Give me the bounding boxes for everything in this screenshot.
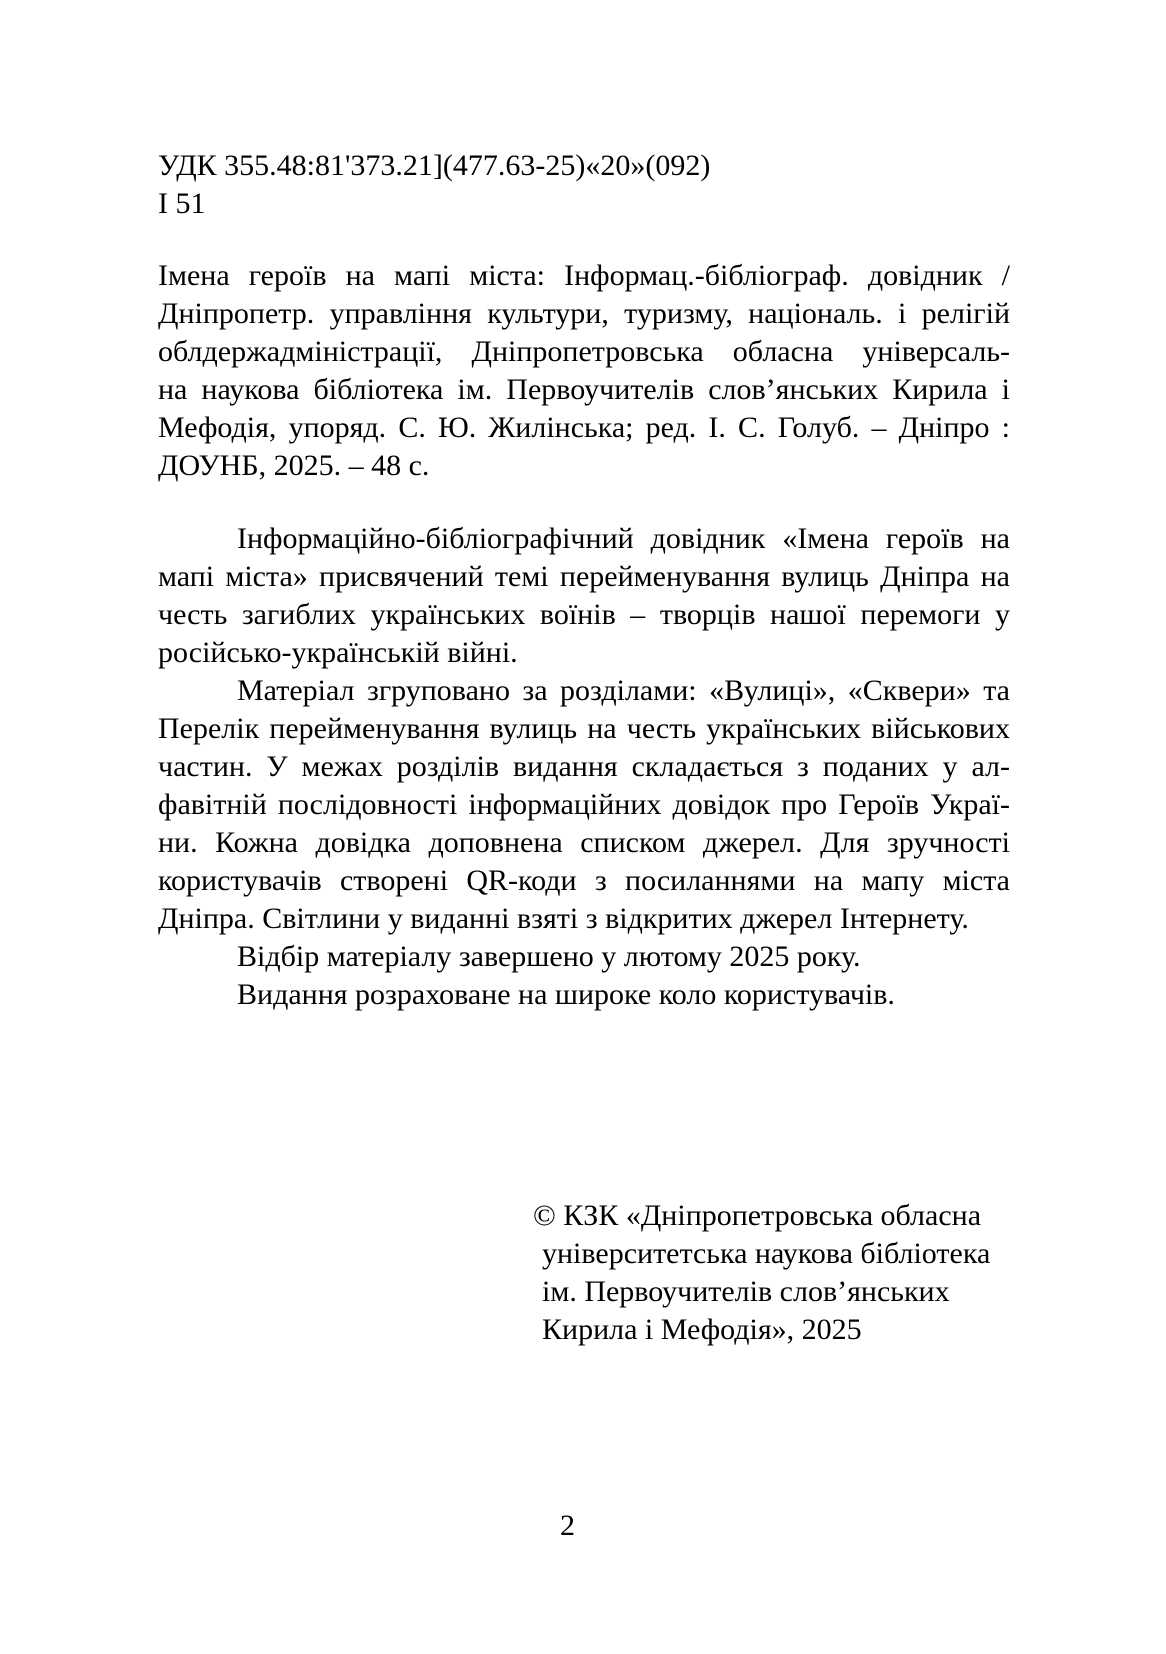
- copyright-line: © КЗК «Дніпропетровська обласна: [533, 1199, 982, 1232]
- udk-code: УДК 355.48:81'373.21](477.63-25)«20»(092): [158, 149, 711, 182]
- citation-line: Імена героїв на мапі міста: Інформац.-бібліограф. довідник /: [158, 259, 1010, 292]
- abstract-line: Дніпра. Світлини у виданні взяті з відкритих джерел Інтернету.: [158, 902, 969, 935]
- citation-line: на наукова бібліотека ім. Первоучителів слов’янських Кирила і: [158, 373, 1010, 406]
- citation-line: ДОУНБ, 2025. – 48 с.: [158, 449, 430, 482]
- abstract-line: Інформаційно-бібліографічний довідник «Імена героїв на: [237, 522, 1010, 555]
- abstract-line: російсько-українській війні.: [158, 636, 518, 669]
- abstract-line: Матеріал згруповано за розділами: «Вулиці», «Сквери» та: [237, 674, 1010, 707]
- copyright-line: Кирила і Мефодія», 2025: [542, 1313, 862, 1346]
- abstract-line: частин. У межах розділів видання складається з поданих у ал-: [158, 750, 1010, 783]
- udk-index: І 51: [158, 187, 206, 220]
- citation-line: облдержадміністрації, Дніпропетровська обласна універсаль-: [158, 335, 1010, 368]
- page-number: 2: [560, 1509, 575, 1542]
- copyright-line: ім. Первоучителів слов’янських: [542, 1275, 950, 1308]
- abstract-line: користувачів створені QR-коди з посиланнями на мапу міста: [158, 864, 1010, 897]
- citation-line: Дніпропетр. управління культури, туризму, національ. і релігій: [158, 297, 1010, 330]
- abstract-line: Відбір матеріалу завершено у лютому 2025 року.: [237, 940, 861, 973]
- citation-line: Мефодія, упоряд. С. Ю. Жилінська; ред. І. С. Голуб. – Дніпро :: [158, 411, 1010, 444]
- abstract-line: Перелік перейменування вулиць на честь українських військових: [158, 712, 1010, 745]
- abstract-line: Видання розраховане на широке коло користувачів.: [237, 978, 895, 1011]
- abstract-line: честь загиблих українських воїнів – творців нашої перемоги у: [158, 598, 1010, 631]
- abstract-line: ни. Кожна довідка доповнена списком джерел. Для зручності: [158, 826, 1010, 859]
- abstract-line: мапі міста» присвячений темі перейменування вулиць Дніпра на: [158, 560, 1010, 593]
- abstract-line: фавітній послідовності інформаційних довідок про Героїв Украї-: [158, 788, 1010, 821]
- copyright-line: університетська наукова бібліотека: [542, 1237, 991, 1270]
